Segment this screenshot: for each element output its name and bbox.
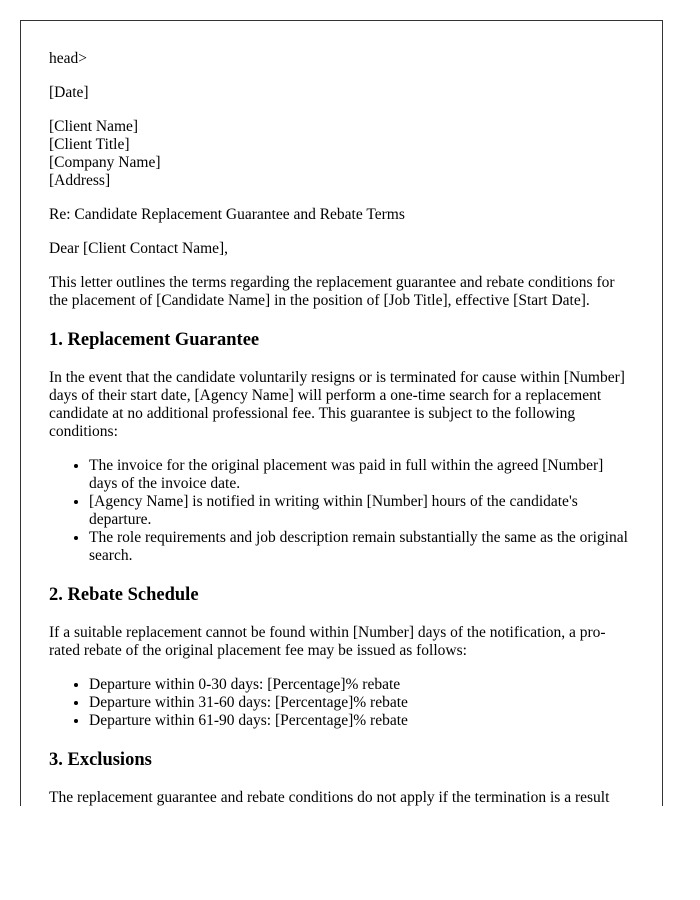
section-body: The replacement guarantee and rebate conditions do not apply if the termination is a result: [49, 789, 610, 806]
address-line: [Client Name]: [49, 118, 139, 135]
letter-date: [Date]: [49, 84, 89, 101]
intro-paragraph: This letter outlines the terms regarding the replacement guarantee and rebate conditions for the placement of [Candidate Name] in the position of [Job Title], effective [Start Date].: [49, 274, 615, 309]
section-heading: 1. Replacement Guarantee: [49, 330, 260, 350]
address-line: [Company Name]: [49, 154, 161, 171]
conditions-list: [49, 457, 634, 565]
letter-page: [20, 20, 663, 806]
list-item: • Departure within 61-90 days: [Percentage]% rebate: [89, 712, 634, 730]
section-body: In the event that the candidate voluntarily resigns or is terminated for cause within [Number] days of their start date, [Agency Name] will perform a one-time search for a replacement candidate at no additional professional fee. This guarantee is subject to the following conditions:: [49, 369, 625, 440]
head-text: head>: [49, 50, 88, 67]
list-item: • The invoice for the original placement was paid in full within the agreed [Number] days of the invoice date.: [89, 457, 634, 493]
address-line: [Client Title]: [49, 136, 130, 153]
list-item: • [Agency Name] is notified in writing within [Number] hours of the candidate's departure.: [89, 493, 634, 529]
subject-line: Re: Candidate Replacement Guarantee and Rebate Terms: [49, 206, 405, 223]
section-body: If a suitable replacement cannot be found within [Number] days of the notification, a pro-rated rebate of the original placement fee may be issued as follows:: [49, 624, 606, 659]
section-heading: 3. Exclusions: [49, 750, 152, 770]
list-item: • The role requirements and job description remain substantially the same as the original search.: [89, 529, 634, 565]
list-item: • Departure within 31-60 days: [Percentage]% rebate: [89, 694, 634, 712]
list-item: • Departure within 0-30 days: [Percentage]% rebate: [89, 676, 634, 694]
section-heading: 2. Rebate Schedule: [49, 585, 199, 605]
recipient-address: [49, 118, 634, 190]
address-line: [Address]: [49, 172, 111, 189]
rebate-list: [49, 676, 634, 730]
salutation: Dear [Client Contact Name],: [49, 240, 229, 257]
